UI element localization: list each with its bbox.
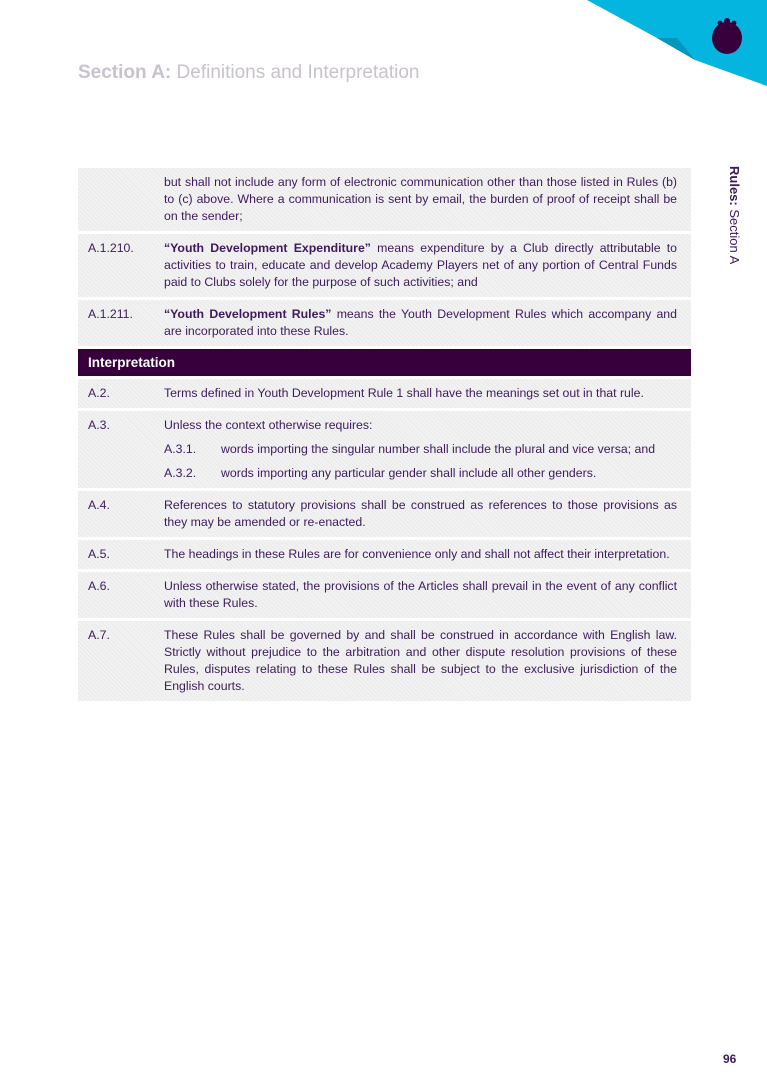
sub-rule-text: words importing any particular gender shall include all other genders. (221, 466, 597, 480)
corner-decoration (577, 0, 767, 90)
sub-rule-text: words importing the singular number shall include the plural and vice versa; and (221, 442, 656, 456)
rule-text: “Youth Development Expenditure” means expenditure by a Club directly attributable to activities to train, educate and develop Academy Players net of any portion of Central Funds paid to Clubs solely for the purpose of such activities; and (164, 241, 678, 289)
rule-text: Unless otherwise stated, the provisions of the Articles shall prevail in the event of any conflict with these Rules. (164, 579, 677, 610)
rule-number: A.4. (88, 498, 110, 512)
rule-text: References to statutory provisions shall be construed as references to those provisions as they may be amended or re-enacted. (164, 498, 677, 529)
rule-row (78, 411, 691, 488)
rule-text: These Rules shall be governed by and shall be construed in accordance with English law. Strictly without prejudice to the arbitration and other dispute resolution provisions of these Rules, disputes relating to these Rules shall be subject to the exclusive jurisdiction of the English courts. (164, 628, 677, 693)
rule-text: The headings in these Rules are for convenience only and shall not affect their interpretation. (164, 547, 670, 561)
section-header-interpretation: Interpretation (78, 349, 691, 376)
page-title: Section A: Definitions and Interpretation (78, 62, 420, 83)
rule-row (78, 300, 691, 346)
rule-text: Terms defined in Youth Development Rule 1 shall have the meanings set out in that rule. (164, 386, 644, 400)
rule-row (78, 234, 691, 297)
rule-number: A.5. (88, 547, 110, 561)
rules-table (78, 168, 691, 704)
rule-row (78, 572, 691, 618)
rule-number: A.6. (88, 579, 110, 593)
rule-text: “Youth Development Rules” means the Youth Development Rules which accompany and are incorporated into these Rules. (164, 307, 677, 338)
rule-text: but shall not include any form of electronic communication other than those listed in Rules (b) to (c) above. Where a communication is sent by email, the burden of proof of receipt shall be on the sender; (164, 175, 677, 223)
rule-row (78, 379, 691, 408)
rule-number: A.1.211. (88, 307, 133, 321)
sub-rule-number: A.3.2. (164, 466, 197, 480)
defined-term: “Youth Development Expenditure” (164, 241, 371, 255)
rule-number: A.3. (88, 418, 110, 432)
rule-row (78, 540, 691, 569)
sub-rule (164, 465, 677, 482)
side-section-label: Rules: Section A (727, 166, 742, 265)
rule-number (88, 174, 164, 225)
rule-text: Unless the context otherwise requires: A.3.1. words importing the singular number shall include the plural and vice versa; and A.3.2. words importing any particular gender shall include all other genders. (164, 417, 677, 482)
defined-term: “Youth Development Rules” (164, 307, 332, 321)
rule-row (78, 168, 691, 231)
rule-number: A.1.210. (88, 241, 134, 255)
sub-rule (164, 441, 677, 458)
sub-rule-number: A.3.1. (164, 442, 197, 456)
rule-row (78, 621, 691, 701)
page-number: 96 (723, 1052, 737, 1066)
rule-number: A.7. (88, 628, 110, 642)
rule-number: A.2. (88, 386, 110, 400)
rule-row (78, 491, 691, 537)
